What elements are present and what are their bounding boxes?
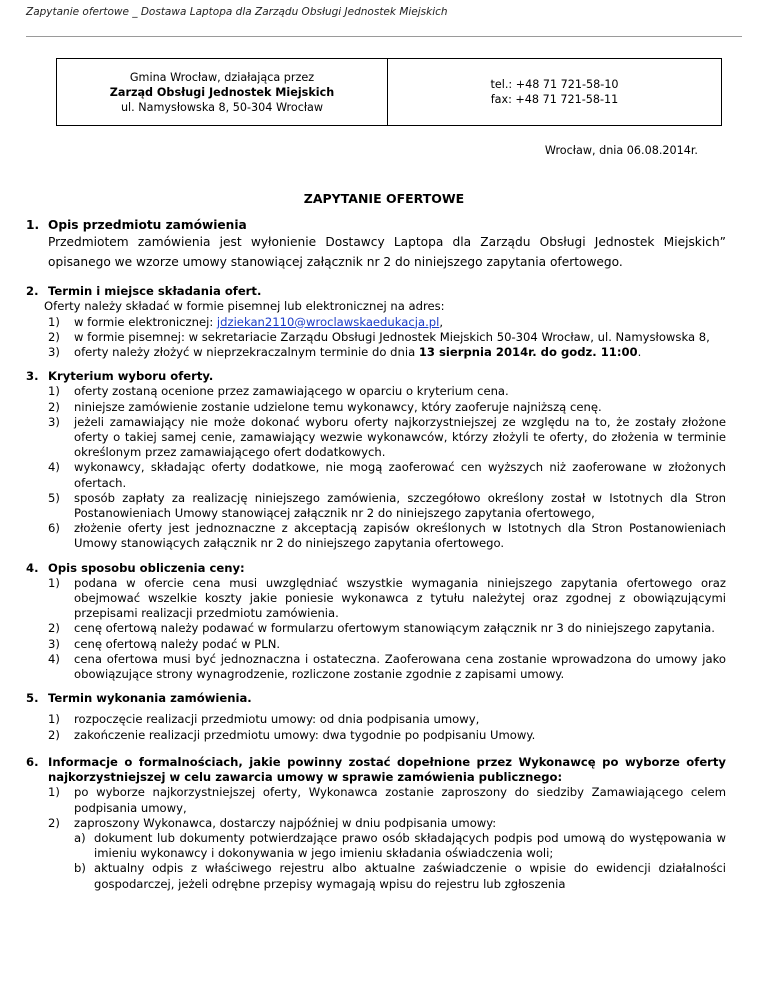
section-number: 1. [26, 218, 40, 232]
sub-item [74, 861, 726, 891]
list-item [48, 728, 726, 743]
section-heading: Opis sposobu obliczenia ceny: [48, 560, 245, 575]
section-intro: Oferty należy składać w formie pisemnej lub elektronicznej na adres: [44, 299, 445, 314]
item-number: 6) [48, 521, 60, 536]
document-title: ZAPYTANIE OFERTOWE [303, 191, 465, 206]
item-text: w formie elektronicznej: [74, 314, 217, 329]
item-number: 5) [48, 490, 60, 505]
item-text: cena ofertowa musi być jednoznaczna i ostateczna. Zaoferowana cena zostanie wprowadzona do umowy jako obowiązujące strony wynagrodzenie, rozliczone zostanie zgodnie z zapisami umowy. [74, 651, 726, 682]
sub-item [74, 831, 726, 861]
section-heading: Kryterium wyboru oferty. [48, 369, 214, 384]
item-text: cenę ofertową należy podawać w formularzu ofertowym stanowiącym załącznik nr 3 do niniejszego zapytania. [74, 621, 715, 636]
sub-item-text: dokument lub dokumenty potwierdzające prawo osób składających podpis pod umową do występowania w imieniu wykonawcy i dokonywania w jego imieniu składania oświadczenia woli; [94, 830, 726, 861]
section-number: 2. [26, 284, 39, 299]
section-number: 4. [26, 560, 39, 575]
header-divider [26, 36, 742, 37]
list-item [48, 712, 726, 727]
email-link[interactable]: jdziekan2110@wroclawskaedukacja.pl [216, 314, 440, 329]
running-header: Zapytanie ofertowe _ Dostawa Laptopa dla Zarządu Obsługi Jednostek Miejskich [26, 6, 448, 18]
item-text: jeżeli zamawiający nie może dokonać wyboru oferty najkorzystniejszej ze względu na to, że zostały złożone oferty o takiej samej cenie, zamawiający wezwie wykonawców, którzy złożyli te oferty, do złożenia w terminie określonym przez zamawiającego ofert dodatkowych. [74, 414, 726, 460]
section-number: 6. [26, 754, 39, 769]
item-number: 1) [48, 785, 60, 800]
list-item [48, 652, 726, 682]
item-text: niniejsze zamówienie zostanie udzielone temu wykonawcy, który zaoferuje najniższą cenę. [74, 399, 602, 414]
item-number: 1) [48, 314, 60, 329]
section-heading: Opis przedmiotu zamówienia [48, 218, 247, 232]
list-item [48, 816, 726, 831]
item-text: cenę ofertową należy podać w PLN. [74, 636, 281, 651]
section-3 [26, 369, 726, 551]
item-text: oferty zostaną ocenione przez zamawiającego w oparciu o kryterium cena. [74, 384, 509, 399]
address-block [57, 59, 388, 125]
item-number: 2) [48, 727, 60, 742]
item-number: 4) [48, 460, 60, 475]
item-text-end: , [439, 314, 444, 329]
item-text: oferty należy złożyć w nieprzekraczalnym terminie do dnia [74, 345, 419, 360]
address-line-2: Zarząd Obsługi Jednostek Miejskich [109, 85, 335, 99]
section-5 [26, 691, 726, 743]
item-number: 4) [48, 651, 60, 666]
list-item [48, 460, 726, 490]
item-text: zaproszony Wykonawca, dostarczy najpóźniej w dniu podpisania umowy: [74, 815, 497, 830]
item-text: sposób zapłaty za realizację niniejszego zamówienia, szczegółowo określony został w Istotnych dla Stron Postanowieniach Umowy stanowiącej załącznik nr 2 do niniejszego zapytania ofertowego, [74, 490, 726, 521]
contact-block [388, 59, 721, 125]
item-text: po wyborze najkorzystniejszej oferty, Wykonawca zostanie zaproszony do siedziby Zamawiającego celem podpisania umowy, [74, 785, 726, 815]
item-text: podana w ofercie cena musi uwzględniać wszystkie wymagania niniejszego zapytania ofertowego oraz obejmować wszelkie koszty jakie poniesie wykonawca z tytułu należytej oraz zgodnej z obowiązującymi przepisami realizacji przedmiotu zamówienia. [74, 575, 726, 621]
item-text: rozpoczęcie realizacji przedmiotu umowy: od dnia podpisania umowy, [74, 712, 480, 727]
sub-list [48, 831, 726, 892]
list-item [48, 415, 726, 461]
list-item [48, 491, 726, 521]
item-text: wykonawcy, składając oferty dodatkowe, nie mogą zaoferować cen wyższych niż zaoferowane w złożonych ofertach. [74, 460, 726, 490]
list-item [48, 400, 726, 415]
item-text: złożenie oferty jest jednoznaczne z akceptacją zapisów określonych w Istotnych dla Stron Postanowieniach Umowy stanowiących załącznik nr 2 do niniejszego zapytania ofertowego. [74, 521, 726, 551]
item-number: 1) [48, 575, 60, 590]
list-item [48, 315, 726, 330]
list-item [48, 330, 726, 345]
section-heading: Informacje o formalnościach, jakie powinny zostać dopełnione przez Wykonawcę po wyborze oferty najkorzystniejszej w celu zawarcia umowy w sprawie zamówienia publicznego: [48, 754, 726, 785]
phone-number: tel.: +48 71 721-58-10 [490, 78, 619, 91]
address-line-3: ul. Namysłowska 8, 50-304 Wrocław [120, 100, 324, 114]
item-number: 2) [48, 329, 60, 344]
item-list [48, 712, 726, 742]
item-list [48, 384, 726, 551]
address-box [56, 58, 722, 126]
item-list [48, 576, 726, 682]
sub-item-letter: a) [74, 830, 86, 845]
list-item [48, 785, 726, 815]
section-6 [26, 755, 726, 892]
fax-number: fax: +48 71 721-58-11 [490, 93, 619, 106]
list-item [48, 637, 726, 652]
item-number: 2) [48, 815, 60, 830]
item-text-end: . [637, 345, 642, 360]
item-number: 2) [48, 399, 60, 414]
list-item [48, 521, 726, 551]
item-text: zakończenie realizacji przedmiotu umowy: dwa tygodnie po podpisaniu Umowy. [74, 727, 536, 742]
section-heading: Termin wykonania zamówienia. [48, 691, 252, 706]
address-line-1: Gmina Wrocław, działająca przez [129, 70, 315, 84]
section-number: 5. [26, 691, 39, 706]
document-body [26, 218, 726, 892]
deadline: 13 sierpnia 2014r. do godz. 11:00 [418, 345, 638, 360]
item-number: 3) [48, 345, 60, 360]
section-number: 3. [26, 369, 39, 384]
list-item [48, 621, 726, 636]
sub-item-text: aktualny odpis z właściwego rejestru albo aktualne zaświadczenie o wpisie do ewidencji działalności gospodarczej, jeżeli odrębne przepisy wymagają wpisu do rejestru lub zgłoszenia [94, 861, 726, 891]
item-number: 3) [48, 636, 60, 651]
document-date: Wrocław, dnia 06.08.2014r. [544, 144, 698, 157]
list-item [48, 576, 726, 622]
section-2 [26, 284, 726, 360]
list-item [48, 384, 726, 399]
section-text: Przedmiotem zamówienia jest wyłonienie Dostawcy Laptopa dla Zarządu Obsługi Jednostek Miejskich” opisanego we wzorze umowy stanowiącej załącznik nr 2 do niniejszego zapytania ofertowego. [48, 235, 726, 269]
item-number: 1) [48, 384, 60, 399]
item-text: w formie pisemnej: w sekretariacie Zarządu Obsługi Jednostek Miejskich 50-304 Wrocław, ul. Namysłowska 8, [74, 329, 710, 344]
section-heading: Termin i miejsce składania ofert. [48, 284, 262, 299]
section-1 [26, 218, 726, 272]
section-4 [26, 561, 726, 683]
sub-item-letter: b) [74, 861, 86, 876]
item-number: 2) [48, 621, 60, 636]
list-item [48, 345, 726, 360]
item-number: 3) [48, 414, 60, 429]
item-number: 1) [48, 712, 60, 727]
